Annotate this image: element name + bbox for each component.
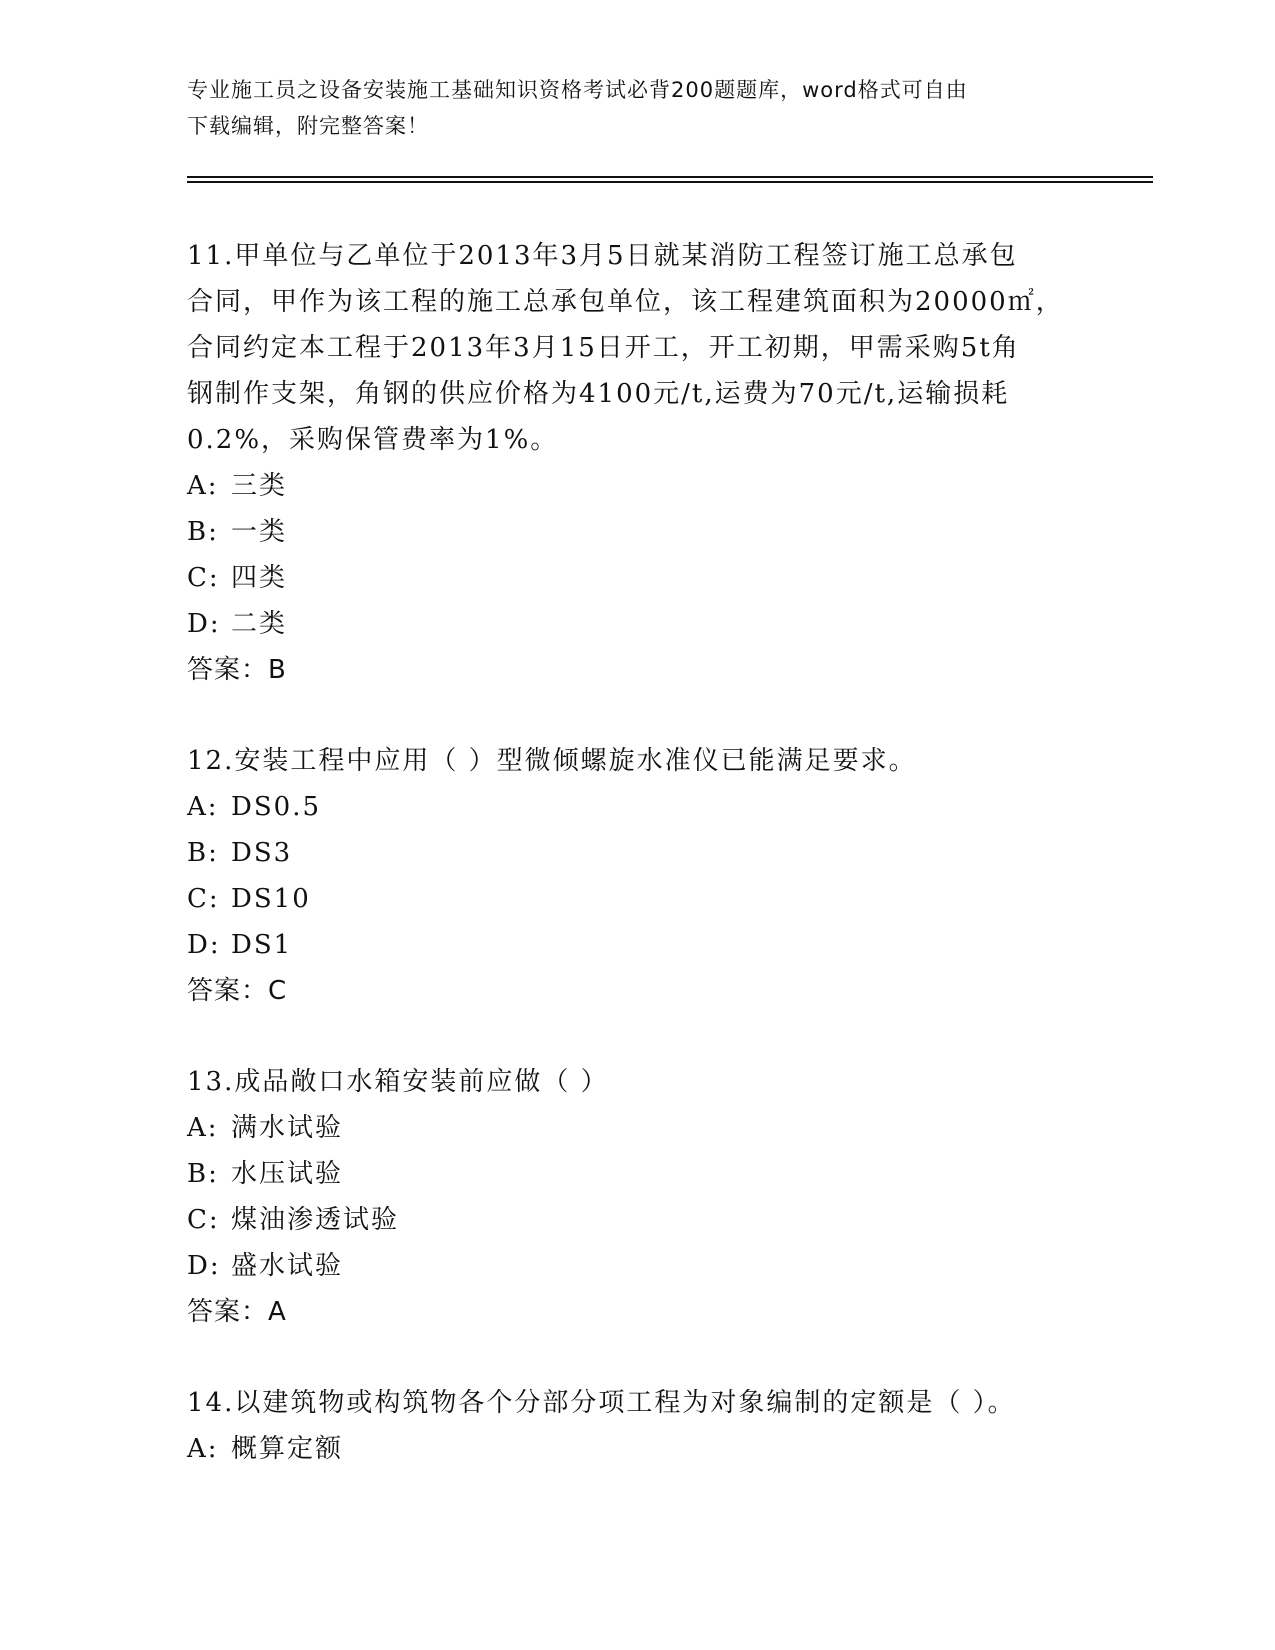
option-text: 水压试验: [231, 1159, 344, 1189]
option-d: [187, 601, 1087, 647]
option-key: B:: [187, 838, 219, 868]
option-c: [187, 1197, 1087, 1243]
option-text: 三类: [231, 471, 288, 501]
answer-line: 答案：C: [187, 976, 288, 1006]
question-11: [187, 233, 1087, 693]
option-text: 二类: [231, 609, 288, 639]
option-a: [187, 784, 1087, 830]
question-12: [187, 738, 1087, 1014]
option-d: [187, 922, 1087, 968]
option-key: A:: [187, 1113, 219, 1143]
option-text: 四类: [231, 563, 288, 593]
option-key: B:: [187, 517, 219, 547]
option-key: A:: [187, 1434, 219, 1464]
question-list: [187, 233, 1087, 1517]
option-b: [187, 830, 1087, 876]
option-text: DS1: [231, 930, 293, 960]
option-key: C:: [187, 563, 220, 593]
option-text: 一类: [231, 517, 288, 547]
document-header: [187, 72, 1087, 144]
question-stem-line: 0.2%，采购保管费率为1%。: [187, 425, 559, 455]
option-text: 概算定额: [231, 1434, 344, 1464]
option-c: [187, 555, 1087, 601]
option-a: [187, 1426, 1087, 1472]
option-a: [187, 1105, 1087, 1151]
option-key: C:: [187, 884, 220, 914]
header-line-1: 专业施工员之设备安装施工基础知识资格考试必背200题题库，word格式可自由: [187, 78, 968, 102]
question-stem-line: 合同约定本工程于2013年3月15日开工，开工初期，甲需采购5t角: [187, 333, 1020, 363]
option-key: A:: [187, 471, 219, 501]
option-key: B:: [187, 1159, 219, 1189]
option-a: [187, 463, 1087, 509]
option-text: DS10: [231, 884, 311, 914]
header-divider-top: [187, 176, 1153, 178]
question-stem-line: 12.安装工程中应用（ ）型微倾螺旋水准仪已能满足要求。: [187, 746, 917, 776]
question-stem-line: 14.以建筑物或构筑物各个分部分项工程为对象编制的定额是（ ）。: [187, 1388, 1016, 1418]
option-text: DS3: [231, 838, 293, 868]
option-text: 煤油渗透试验: [231, 1205, 400, 1235]
question-stem-line: 钢制作支架，角钢的供应价格为4100元/t,运费为70元/t,运输损耗: [187, 379, 1010, 409]
question-stem-line: 13.成品敞口水箱安装前应做（ ）: [187, 1067, 609, 1097]
option-text: 盛水试验: [231, 1251, 344, 1281]
question-stem-line: 合同，甲作为该工程的施工总承包单位，该工程建筑面积为20000㎡，: [187, 287, 1064, 317]
answer-line: 答案：A: [187, 1297, 287, 1327]
option-d: [187, 1243, 1087, 1289]
header-divider-bottom: [187, 181, 1153, 183]
question-stem-line: 11.甲单位与乙单位于2013年3月5日就某消防工程签订施工总承包: [187, 241, 1018, 271]
option-text: 满水试验: [231, 1113, 344, 1143]
option-text: DS0.5: [231, 792, 322, 822]
question-14: [187, 1380, 1087, 1472]
option-b: [187, 509, 1087, 555]
option-key: A:: [187, 792, 219, 822]
option-key: D:: [187, 1251, 221, 1281]
answer-line: 答案：B: [187, 655, 287, 685]
option-key: C:: [187, 1205, 220, 1235]
header-line-2: 下载编辑，附完整答案！: [187, 114, 429, 138]
option-c: [187, 876, 1087, 922]
option-b: [187, 1151, 1087, 1197]
question-13: [187, 1059, 1087, 1335]
option-key: D:: [187, 930, 221, 960]
option-key: D:: [187, 609, 221, 639]
